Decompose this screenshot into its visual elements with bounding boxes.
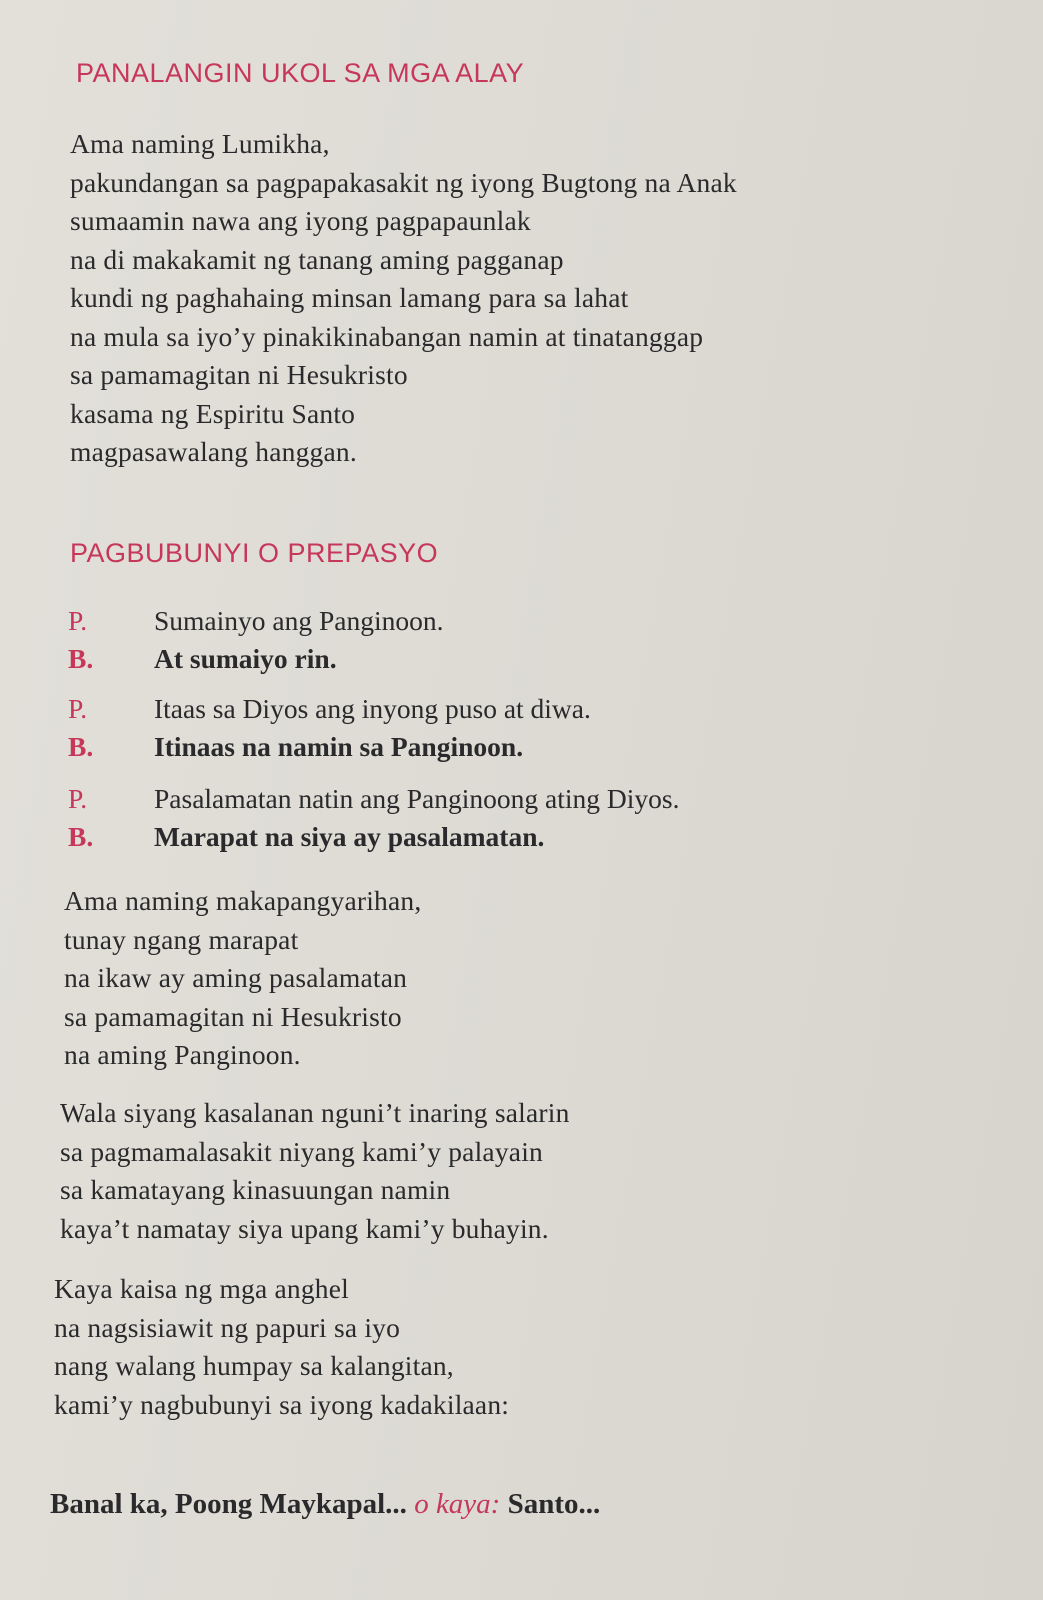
prayer-line: magpasawalang hanggan.	[70, 436, 357, 467]
prayer-line: Ama naming Lumikha,	[70, 128, 330, 159]
priest-text: Pasalamatan natin ang Panginoong ating Diyos.	[154, 783, 680, 814]
preface-dialogue	[68, 602, 828, 678]
prayer-line: kasama ng Espiritu Santo	[70, 397, 356, 429]
prayer-line: sa kamatayang kinasuungan namin	[60, 1174, 451, 1205]
prayer-line: kami’y nagbubunyi sa iyong kadakilaan:	[54, 1388, 510, 1420]
prayer-line: kaya’t namatay siya upang kami’y buhayin.	[60, 1212, 549, 1244]
preface-stanza	[64, 882, 421, 1075]
people-text: At sumaiyo rin.	[154, 643, 337, 674]
prayer-line: Ama naming makapangyarihan,	[64, 885, 422, 916]
prayer-line: na mula sa iyo’y pinakikinabangan namin at tinatanggap	[70, 320, 704, 352]
prayer-line: kundi ng paghahaing minsan lamang para sa lahat	[70, 282, 629, 313]
offertory-heading: PANALANGIN UKOL SA MGA ALAY	[76, 58, 525, 88]
prayer-line: na ikaw ay aming pasalamatan	[64, 962, 408, 993]
alternative-label: o kaya:	[414, 1488, 501, 1520]
priest-label: P.	[68, 783, 88, 814]
prayer-line: na aming Panginoon.	[64, 1039, 301, 1070]
prayer-line: sumaamin nawa ang iyong pagpapaunlak	[70, 205, 531, 236]
priest-label: P.	[68, 693, 88, 724]
prayer-line: tunay ngang marapat	[64, 923, 299, 955]
preface-dialogue	[68, 690, 828, 766]
offertory-prayer	[70, 125, 737, 472]
prayer-line: sa pagmamalasakit niyang kami’y palayain	[60, 1135, 543, 1167]
preface-stanza	[60, 1094, 570, 1248]
priest-text: Sumainyo ang Panginoon.	[154, 605, 444, 636]
people-text: Itinaas na namin sa Panginoon.	[154, 731, 524, 762]
people-label: B.	[68, 643, 94, 674]
prayer-line: Kaya kaisa ng mga anghel	[54, 1273, 349, 1304]
preface-dialogue	[68, 780, 828, 856]
prayer-line: pakundangan sa pagpapakasakit ng iyong Bugtong na Anak	[70, 166, 737, 198]
priest-label: P.	[68, 605, 88, 636]
sanctus-main: Banal ka, Poong Maykapal...	[50, 1488, 407, 1520]
prayer-line: sa pamamagitan ni Hesukristo	[70, 359, 408, 390]
people-label: B.	[68, 821, 94, 852]
priest-line	[68, 780, 828, 818]
sanctus-alt: Santo...	[507, 1488, 601, 1520]
people-text: Marapat na siya ay pasalamatan.	[154, 821, 545, 852]
prayer-line: sa pamamagitan ni Hesukristo	[64, 1000, 402, 1032]
preface-heading: PAGBUBUNYI O PREPASYO	[70, 538, 439, 568]
priest-text: Itaas sa Diyos ang inyong puso at diwa.	[154, 693, 591, 724]
prayer-line: nang walang humpay sa kalangitan,	[54, 1350, 454, 1381]
prayer-line: na nagsisiawit ng papuri sa iyo	[54, 1311, 401, 1343]
sanctus-cue	[50, 1488, 600, 1521]
priest-line	[68, 690, 828, 728]
people-label: B.	[68, 731, 94, 762]
people-line	[68, 728, 828, 766]
priest-line	[68, 602, 828, 640]
prayer-line: Wala siyang kasalanan nguni’t inaring salarin	[60, 1097, 570, 1128]
prayer-line: na di makakamit ng tanang aming pagganap	[70, 243, 564, 275]
preface-stanza	[54, 1270, 509, 1424]
people-line	[68, 818, 828, 856]
people-line	[68, 640, 828, 678]
